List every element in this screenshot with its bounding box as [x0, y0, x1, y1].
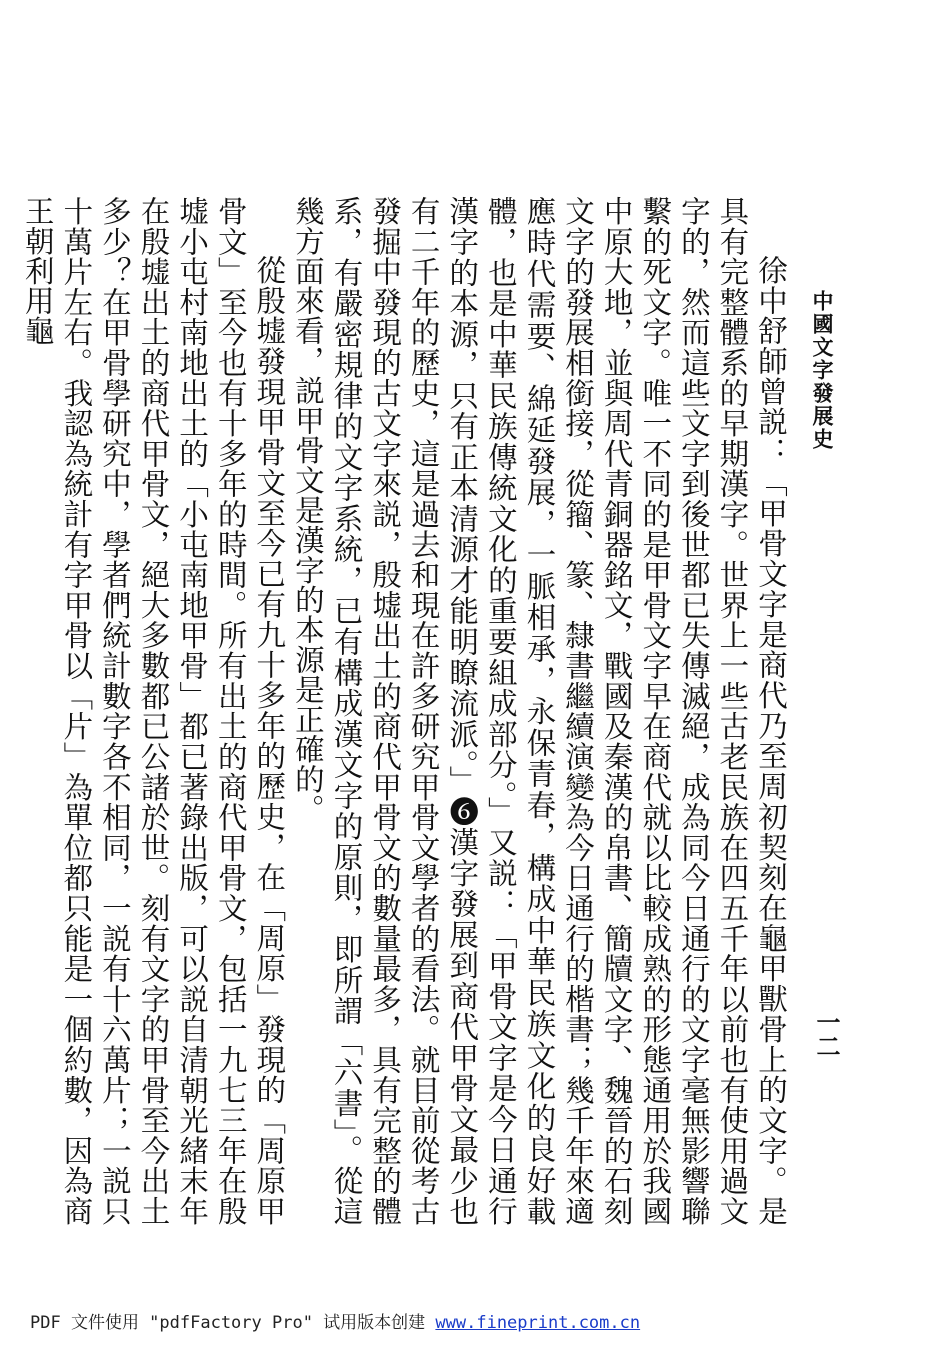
paragraph: 徐中舒師曾説：「甲骨文字是商代乃至周初契刻在龜甲獸骨上的文字。是具有完整體系的早期漢字。世界上一些古老民族在四五千年以前也有使用過文字的，然而這些文字到後世都已失傳滅絕，成為同今日通行的文字毫無影響聯繫的死文字。唯一不同的是甲骨文字早在商代就以比較成熟的形態通用於我國中原大地，並與周代青銅器銘文，戰國及秦漢的帛書、簡牘文字、魏晉的石刻文字的發展相銜接，從籀、篆、隸書繼續演變為今日通行的楷書；幾千年來適應時代需要、綿延發展，一脈相承，永保青春，構成中華民族文化的良好載體，也是中華民族傳統文化的重要組成部分。」又説：「甲骨文字是今日通行漢字的本源，只有正本清源才能明瞭流派。」❻漢字發展到商代甲骨文最少也有二千年的歷史，這是過去和現在許多研究甲骨文學者的看法。就目前從考古發掘中發現的古文字來説，殷墟出土的商代甲骨文的數量最多，具有完整的體系，有嚴密規律的文字系統，已有構成漢文字的原則，即所謂「六書」。從這幾方面來看，説甲骨文是漢字的本源是正確的。: [290, 196, 788, 1226]
footer-link[interactable]: www.fineprint.com.cn: [435, 1313, 641, 1333]
running-header-title: 中國文字發展史: [810, 290, 835, 451]
footer-text: PDF 文件使用 "pdfFactory Pro" 试用版本创建: [30, 1313, 436, 1333]
pdf-footer: [30, 1308, 640, 1333]
body-text: [20, 196, 790, 1226]
page-number: 一二: [812, 1010, 841, 1058]
paragraph: 從殷墟發現甲骨文至今已有九十多年的歷史，在「周原」發現的「周原甲骨文」至今也有十多年的時間。所有出土的商代甲骨文，包括一九七三年在殷墟小屯村南地出土的「小屯南地甲骨」都已著錄出版，可以説自清朝光緒末年在殷墟出土的商代甲骨文，絕大多數都已公諸於世。刻有文字的甲骨至今出土多少？在甲骨學研究中，學者們統計數字各不相同，一説有十六萬片；一説只十萬片左右。我認為統計有字甲骨以「片」為單位都只能是一個約數，因為商王朝利用龜: [20, 196, 287, 1226]
